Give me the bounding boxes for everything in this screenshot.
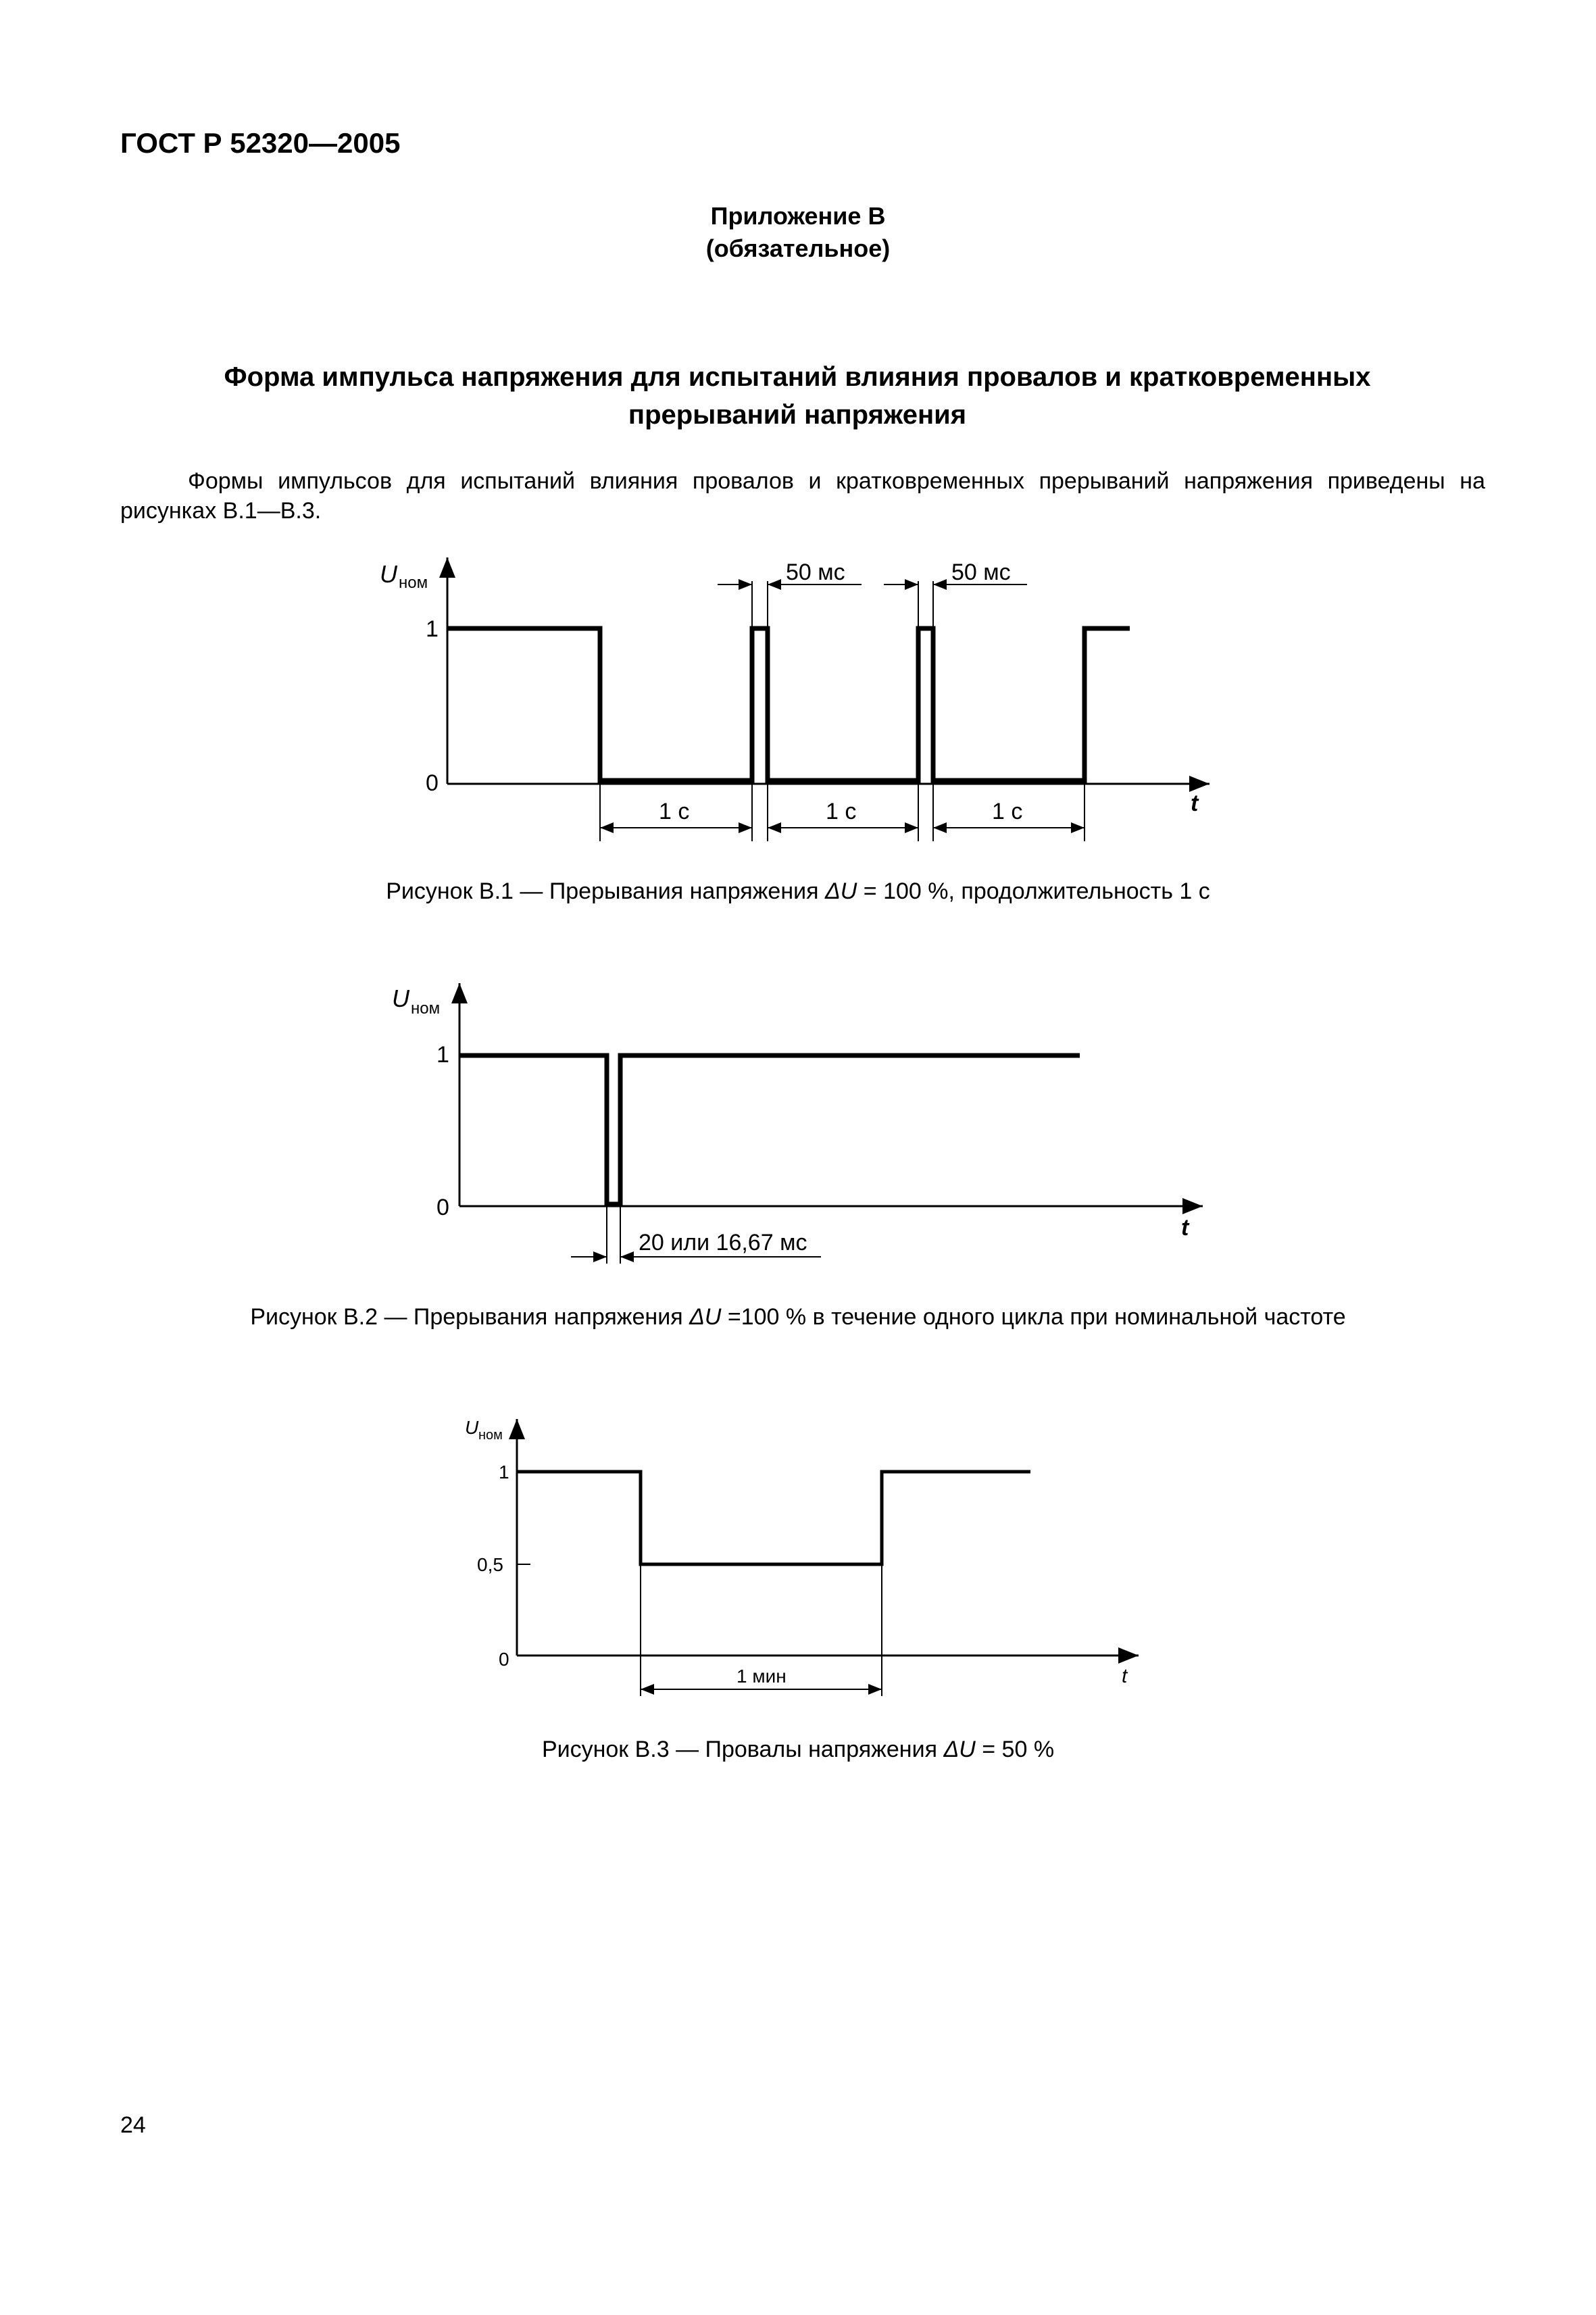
- caption-text: = 100 %, продолжительность 1 с: [857, 878, 1210, 904]
- fig2-y-axis-subscript: ном: [411, 999, 441, 1018]
- figure-b3-caption: [0, 1737, 1596, 1763]
- fig1-y-axis-label: U: [380, 560, 397, 588]
- fig1-annotation-1s-3: 1 с: [992, 799, 1023, 824]
- fig3-y-axis-subscript: ном: [478, 1428, 503, 1443]
- fig3-y-axis-label: U: [465, 1417, 479, 1438]
- delta-u-symbol: ΔU: [689, 1304, 722, 1330]
- caption-text: =100 % в течение одного цикла при номинальной частоте: [721, 1304, 1346, 1330]
- fig2-annotation-duration: 20 или 16,67 мс: [639, 1230, 807, 1255]
- caption-text: = 50 %: [975, 1737, 1055, 1762]
- fig1-y-axis-subscript: ном: [399, 574, 428, 592]
- fig1-tick-1: 1: [426, 616, 439, 642]
- fig1-annotation-50ms-1: 50 мс: [786, 559, 845, 585]
- fig1-tick-0: 0: [426, 770, 439, 796]
- fig2-tick-0: 0: [437, 1195, 449, 1220]
- fig1-x-axis-label: t: [1191, 791, 1199, 816]
- delta-u-symbol: ΔU: [943, 1737, 976, 1762]
- fig2-y-axis-label: U: [392, 985, 409, 1012]
- caption-text: Рисунок В.2 — Прерывания напряжения: [250, 1304, 690, 1330]
- fig1-annotation-1s-2: 1 с: [826, 799, 857, 824]
- delta-u-symbol: ΔU: [824, 878, 857, 904]
- fig1-annotation-1s-1: 1 с: [659, 799, 690, 824]
- figure-b2: [392, 983, 1203, 1264]
- fig1-annotation-50ms-2: 50 мс: [951, 559, 1011, 585]
- fig3-tick-0: 0: [499, 1649, 509, 1670]
- fig3-waveform: [517, 1472, 1030, 1564]
- document-code: ГОСТ Р 52320—2005: [120, 127, 401, 159]
- fig3-annotation-1min: 1 мин: [737, 1666, 787, 1687]
- page-number: 24: [120, 2112, 146, 2138]
- fig3-x-axis-label: t: [1122, 1665, 1128, 1687]
- figure-b1-caption: [0, 878, 1596, 905]
- fig1-waveform: [447, 628, 1130, 780]
- fig2-waveform: [459, 1055, 1080, 1204]
- section-title-line2: прерываний напряжения: [628, 400, 967, 430]
- fig3-tick-05: 0,5: [477, 1554, 503, 1575]
- appendix-label: Приложение В: [710, 202, 886, 230]
- section-title-line1: Форма импульса напряжения для испытаний влияния провалов и кратковременных: [224, 362, 1371, 392]
- appendix-status: (обязательное): [705, 234, 891, 262]
- fig3-tick-1: 1: [499, 1462, 509, 1483]
- caption-text: Рисунок В.3 — Провалы напряжения: [541, 1737, 944, 1762]
- fig2-x-axis-label: t: [1181, 1215, 1189, 1241]
- fig2-tick-1: 1: [437, 1042, 449, 1068]
- caption-text: Рисунок В.1 — Прерывания напряжения: [386, 878, 825, 904]
- figure-b2-caption: [0, 1304, 1596, 1330]
- figure-b3: [465, 1417, 1139, 1696]
- intro-paragraph: Формы импульсов для испытаний влияния провалов и кратковременных прерываний напряжения приведены на рисунках В.1—В.3.: [120, 468, 1485, 524]
